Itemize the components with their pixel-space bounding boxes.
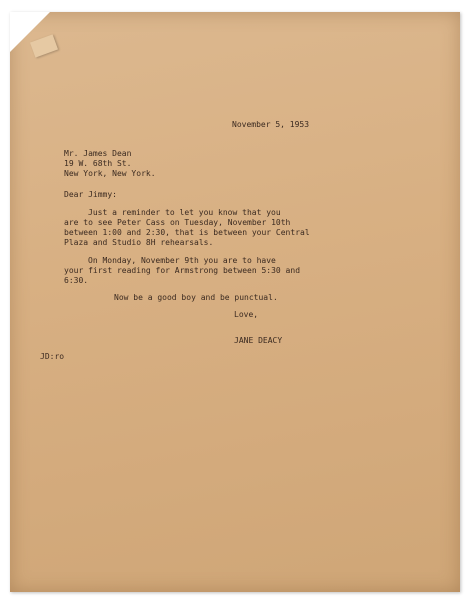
paragraph1-line: Plaza and Studio 8H rehearsals. (64, 238, 214, 247)
signature-name: JANE DEACY (234, 336, 283, 345)
paragraph1-line: Just a reminder to let you know that you (88, 208, 281, 217)
paragraph2-line: your first reading for Armstrong between 5:30 and (64, 266, 301, 275)
paragraph1-line: are to see Peter Cass on Tuesday, November 10th (64, 218, 291, 227)
recipient-street: 19 W. 68th St. (64, 159, 132, 168)
paragraph2-line: On Monday, November 9th you are to have (88, 256, 276, 265)
letter-paper (10, 12, 460, 592)
reference-initials: JD:ro (40, 352, 65, 361)
paragraph3: Now be a good boy and be punctual. (114, 293, 278, 302)
salutation: Dear Jimmy: (64, 190, 117, 199)
recipient-city: New York, New York. (64, 169, 156, 178)
paragraph2-line: 6:30. (64, 276, 89, 285)
recipient-name: Mr. James Dean (64, 149, 132, 158)
closing: Love, (234, 310, 259, 319)
paragraph1-line: between 1:00 and 2:30, that is between your Central (64, 228, 310, 237)
letter-date: November 5, 1953 (232, 120, 310, 129)
